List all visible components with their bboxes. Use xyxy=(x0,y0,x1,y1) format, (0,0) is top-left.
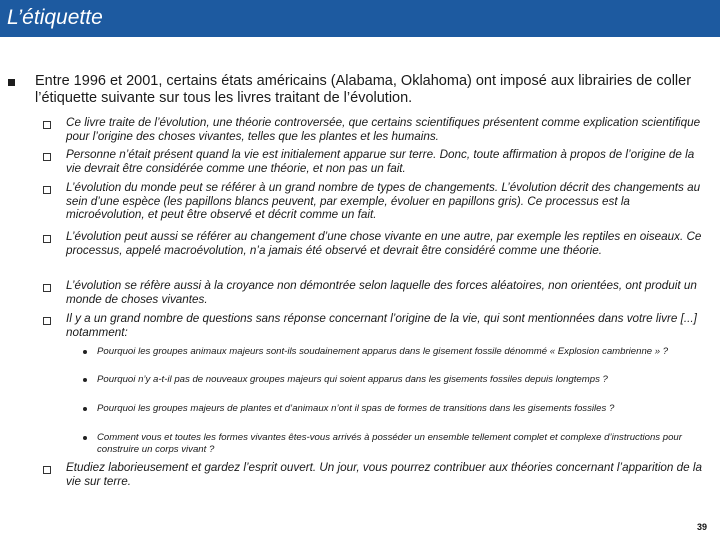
checkbox-bullet-icon xyxy=(43,284,51,292)
dot-bullet-icon xyxy=(83,378,87,382)
point-text: Ce livre traite de l’évolution, une théorie controversée, que certains scientifiques présentent comme explication scientifique pour l’origine des choses vivantes, telles que les plantes et les humains. xyxy=(66,116,701,143)
dot-bullet-icon xyxy=(83,407,87,411)
question-text: Pourquoi les groupes majeurs de plantes et d’animaux n’ont il spas de formes de transitions dans les gisements fossiles ? xyxy=(97,403,615,414)
dot-bullet-icon xyxy=(83,436,87,440)
point-text: L’évolution du monde peut se référer à un grand nombre de types de changements. L’évolution décrit des changements au sein d’une espèce (les papillons blancs peuvent, par exemple, évoluer en papillons gris). Ce processus est la microévolution, et peut être observé et décrit comme un fait. xyxy=(66,181,701,222)
point-text: Il y a un grand nombre de questions sans réponse concernant l’origine de la vie, qui sont mentionnées dans votre livre [...] notamment: xyxy=(66,312,697,339)
point-text: Personne n’était présent quand la vie est initialement apparue sur terre. Donc, toute affirmation à propos de l’origine de la vie devrait être considérée comme une théorie, et non pas un fait. xyxy=(66,148,695,175)
intro-paragraph: Entre 1996 et 2001, certains états américains (Alabama, Oklahoma) ont imposé aux librairies de coller l’étiquette suivante sur tous les livres traitant de l’évolution. xyxy=(35,73,692,106)
dot-bullet-icon xyxy=(83,350,87,354)
point-text: L’évolution peut aussi se référer au changement d’une chose vivante en une autre, par exemple les reptiles en oiseaux. Ce processus, appelé macroévolution, n’a jamais été observé et devrait être considéré comme une théorie. xyxy=(66,230,702,257)
checkbox-bullet-icon xyxy=(43,235,51,243)
question-text: Comment vous et toutes les formes vivantes êtes-vous arrivés à posséder un ensemble tellement complet et complexe d’instructions pour construire un corps vivant ? xyxy=(97,432,682,455)
checkbox-bullet-icon xyxy=(43,317,51,325)
checkbox-bullet-icon xyxy=(43,186,51,194)
square-bullet-icon xyxy=(8,79,15,86)
point-text: L’évolution se réfère aussi à la croyance non démontrée selon laquelle des forces aléatoires, non orientées, ont produit un monde de choses vivantes. xyxy=(66,279,697,306)
checkbox-bullet-icon xyxy=(43,466,51,474)
page-number: 39 xyxy=(696,522,707,532)
slide-title: L’étiquette xyxy=(7,6,103,29)
question-text: Pourquoi les groupes animaux majeurs sont-ils soudainement apparus dans le gisement fossile dénommé « Explosion cambrienne » ? xyxy=(97,346,669,357)
checkbox-bullet-icon xyxy=(43,121,51,129)
closing-text: Etudiez laborieusement et gardez l’esprit ouvert. Un jour, vous pourrez contribuer aux théories concernant l’apparition de la vie sur terre. xyxy=(66,461,703,488)
question-text: Pourquoi n’y a-t-il pas de nouveaux groupes majeurs qui soient apparus dans les gisements fossiles depuis longtemps ? xyxy=(97,374,608,385)
checkbox-bullet-icon xyxy=(43,153,51,161)
